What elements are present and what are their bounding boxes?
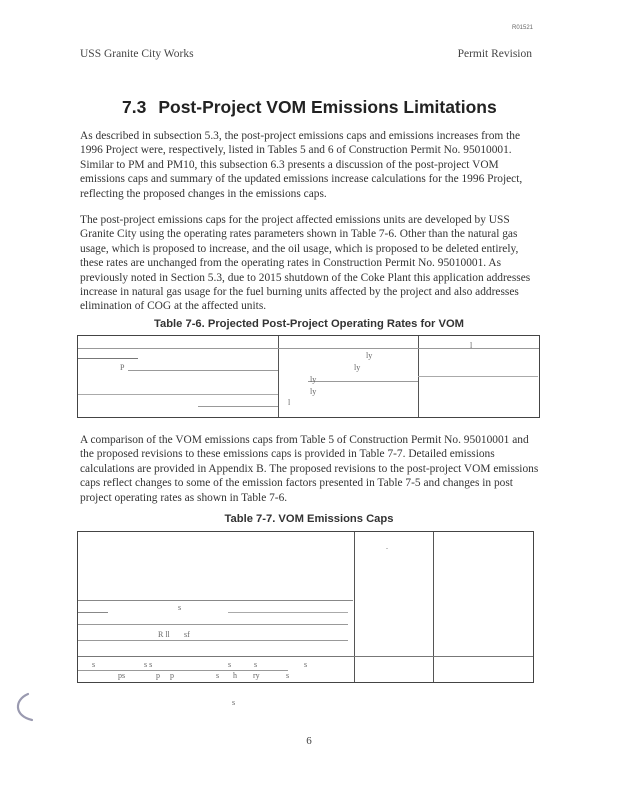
table-fragment: ry (253, 671, 260, 680)
table-fragment: sf (184, 630, 190, 639)
table-fragment: s s (144, 660, 153, 669)
table-row-line (78, 358, 138, 359)
table-row-line (418, 376, 538, 377)
section-heading (122, 97, 497, 118)
paragraph-2: The post-project emissions caps for the project affected emissions units are developed by USS Granite City using the operating rates parameters shown in Table 7-6. Other than the natural gas usage, which is proposed to increase, and the oil usage, which is proposed to be deleted entirely, these rates are unchanged from the operating rates in Construction Permit No. 95010001. As previously noted in Section 5.3, due to 2015 shutdown of the Coke Plant this application addresses increase in natural gas usage for the fuel burning units affected by the project and also addresses elimination of COG at the affected units. (80, 214, 531, 313)
table-fragment: ly (310, 375, 317, 384)
table-fragment: s (216, 671, 220, 680)
table-fragment: ly (354, 363, 361, 372)
paragraph-3: A comparison of the VOM emissions caps from Table 5 of Construction Permit No. 95010001 and the proposed revisions to these emissions caps is provided in Table 7-7. Detailed emissions calculations are provided in Appendix B. The proposed revisions to the post-project VOM emissions caps reflect changes to some of the emission factors presented in Table 7-5 and changes in post project operating rates as shown in Table 7-6. (80, 434, 539, 504)
page-number: 6 (306, 735, 312, 747)
stray-mark: s (232, 698, 236, 707)
table-row-line (78, 640, 348, 641)
table-7-7-caption: Table 7-7. VOM Emissions Caps (224, 513, 394, 525)
table-fragment: l (470, 341, 473, 350)
table-fragment: R ll (158, 630, 170, 639)
table-fragment: ps (118, 671, 126, 680)
section-title: Post-Project VOM Emissions Limitations (158, 97, 497, 117)
table-row-line (78, 612, 108, 613)
table-fragment: p (170, 671, 174, 680)
table-fragment: ly (366, 351, 373, 360)
table-row-line (128, 370, 278, 371)
table-fragment: s (286, 671, 290, 680)
scan-artifact-arc (8, 690, 42, 724)
table-fragment: s (304, 660, 308, 669)
table-fragment: ly (310, 387, 317, 396)
document-code: R01521 (512, 25, 534, 31)
table-row-line (78, 600, 353, 601)
table-row-line (78, 394, 278, 395)
section-number: 7.3 (122, 97, 147, 117)
table-fragment: p (156, 671, 160, 680)
table-fragment: l (288, 398, 291, 407)
table-fragment: s (92, 660, 96, 669)
table-7-7 (77, 531, 534, 683)
table-row-line (228, 612, 348, 613)
table-fragment: P (120, 363, 125, 372)
table-fragment: . (386, 542, 388, 551)
table-row-line (308, 381, 418, 382)
header-left: USS Granite City Works (80, 48, 194, 60)
table-fragment: s (178, 603, 182, 612)
table-fragment: s (228, 660, 232, 669)
table-row-line (78, 656, 533, 657)
paragraph-1: As described in subsection 5.3, the post-project emissions caps and emissions increases from the 1996 Project were, respectively, listed in Tables 5 and 6 of Construction Permit No. 95010001. Similar to PM and PM10, this subsection 6.3 presents a discussion of the post-project VOM emissions caps and summary of the updated emissions increase calculations for the 1996 Project, reflecting the proposed changes in the emissions caps. (80, 130, 523, 200)
table-row-line (78, 624, 348, 625)
table-7-6-caption: Table 7-6. Projected Post-Project Operating Rates for VOM (153, 318, 464, 330)
table-divider (433, 532, 434, 682)
table-fragment: s (254, 660, 258, 669)
table-divider (354, 532, 355, 682)
header-right: Permit Revision (457, 48, 532, 60)
table-row-line (198, 406, 278, 407)
table-7-6 (77, 335, 540, 418)
table-fragment: h (233, 671, 237, 680)
